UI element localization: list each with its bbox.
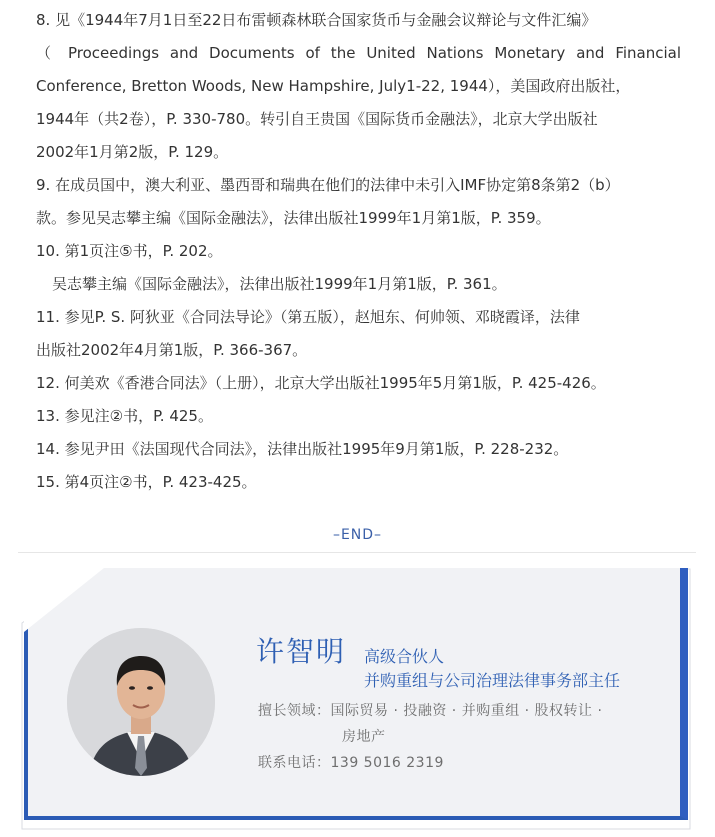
footnote-11-line1: 11. 参见P. S. 阿狄亚《合同法导论》（第五版），赵旭东、何帅领、邓晓霞译，法律 <box>36 308 580 326</box>
footnote-11-line2: 出版社2002年4月第1版，P. 366-367。 <box>36 341 308 359</box>
footnote-9-line2: 款。参见吴志攀主编《国际金融法》，法律出版社1999年1月第1版，P. 359。 <box>36 209 551 227</box>
footnote-12: 12. 何美欢《香港合同法》（上册），北京大学出版社1995年5月第1版，P. 425-426。 <box>36 374 606 392</box>
footnote-14: 14. 参见尹田《法国现代合同法》，法律出版社1995年9月第1版，P. 228-232。 <box>36 440 569 458</box>
end-divider <box>18 552 696 553</box>
footnote-8-line3: Conference, Bretton Woods, New Hampshire, July1-22, 1944），美国政府出版社， <box>36 77 631 95</box>
expertise-line: 擅长领域：国际贸易 · 投融资 · 并购重组 · 股权转让 · <box>258 703 603 719</box>
person-department: 并购重组与公司治理法律事务部主任 <box>364 671 621 690</box>
footnote-10-continued: 吴志攀主编《国际金融法》，法律出版社1999年1月第1版，P. 361。 <box>52 275 507 293</box>
footnote-8-line5: 2002年1月第2版，P. 129。 <box>36 143 229 161</box>
footnote-8-line2: （ Proceedings and Documents of the United Nations Monetary and Financial <box>36 44 681 62</box>
person-name: 许智明 <box>256 635 347 668</box>
footnote-8-line4: 1944年（共2卷），P. 330-780。转引自王贵国《国际货币金融法》，北京大学出版社 <box>36 110 598 128</box>
expertise-line-continued: 房地产 <box>342 729 386 745</box>
footnote-9-line1: 9. 在成员国中，澳大利亚、墨西哥和瑞典在他们的法律中未引入IMF协定第8条第2（b） <box>36 176 620 194</box>
person-title: 高级合伙人 <box>364 647 445 666</box>
end-mark: –END– <box>332 527 383 543</box>
footnote-8-line1: 8. 见《1944年7月1日至22日布雷顿森林联合国家货币与金融会议辩论与文件汇编》 <box>36 11 597 29</box>
card-corner-cut <box>24 568 104 632</box>
footnote-13: 13. 参见注②书，P. 425。 <box>36 407 213 425</box>
avatar <box>67 628 215 776</box>
contact-phone: 联系电话：139 5016 2319 <box>258 755 444 771</box>
footnotes <box>36 4 681 499</box>
footnote-15: 15. 第4页注②书，P. 423-425。 <box>36 473 257 491</box>
footnote-10: 10. 第1页注⑤书，P. 202。 <box>36 242 223 260</box>
